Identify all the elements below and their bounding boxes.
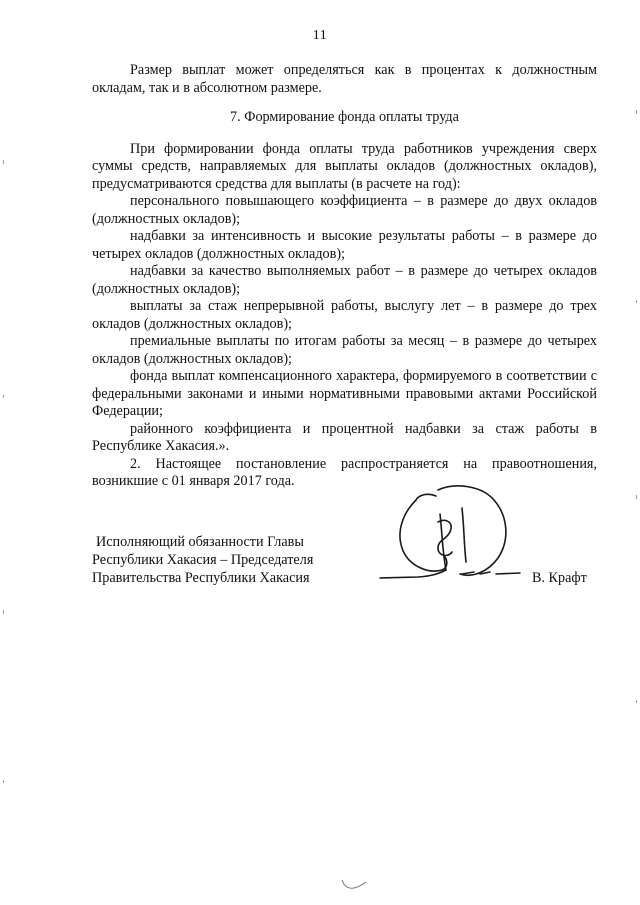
paragraph-3: надбавки за интенсивность и высокие результаты работы – в размере до четырех окладов (должностных окладов);: [92, 228, 597, 262]
signatory-title: [92, 533, 313, 587]
paragraph-4: надбавки за качество выполняемых работ – в размере до четырех окладов (должностных окладов);: [92, 263, 597, 297]
scan-artifact: [338, 876, 370, 892]
document-body: [92, 62, 597, 491]
paragraph-9: 2. Настоящее постановление распространяется на правоотношения, возникшие с 01 января 2017 года.: [92, 455, 597, 489]
paragraph-7: фонда выплат компенсационного характера, формируемого в соответствии с федеральными законами и иными нормативными правовыми актами Российской Федерации;: [92, 368, 597, 419]
paragraph-5: выплаты за стаж непрерывной работы, выслугу лет – в размере до трех окладов (должностных окладов);: [92, 298, 597, 332]
signatory-title-line-3: Правительства Республики Хакасия: [92, 570, 310, 586]
section-heading: 7. Формирование фонда оплаты труда: [230, 109, 459, 125]
paragraph-6: премиальные выплаты по итогам работы за месяц – в размере до четырех окладов (должностных окладов);: [92, 333, 597, 367]
signatory-title-line-2: Республики Хакасия – Председателя: [92, 552, 314, 568]
paragraph-1: При формировании фонда оплаты труда работников учреждения сверх суммы средств, направляемых для выплаты окладов (должностных окладов), предусматриваются средства для выплаты (в расчете на год):: [92, 140, 597, 192]
handwritten-signature: [376, 478, 526, 590]
right-edge-scan-marks: [634, 0, 638, 905]
paragraph-2: персонального повышающего коэффициента – в размере до двух окладов (должностных окладов);: [92, 193, 597, 227]
paragraph-intro: Размер выплат может определяться как в процентах к должностным окладам, так и в абсолютном размере.: [92, 62, 597, 96]
page-number: 11: [312, 28, 328, 43]
signatory-title-line-1: Исполняющий обязанности Главы: [96, 534, 304, 550]
paragraph-8: районного коэффициента и процентной надбавки за стаж работы в Республике Хакасия.».: [92, 420, 597, 454]
signatory-name: В. Крафт: [532, 570, 587, 586]
left-edge-scan-marks: [2, 0, 6, 905]
